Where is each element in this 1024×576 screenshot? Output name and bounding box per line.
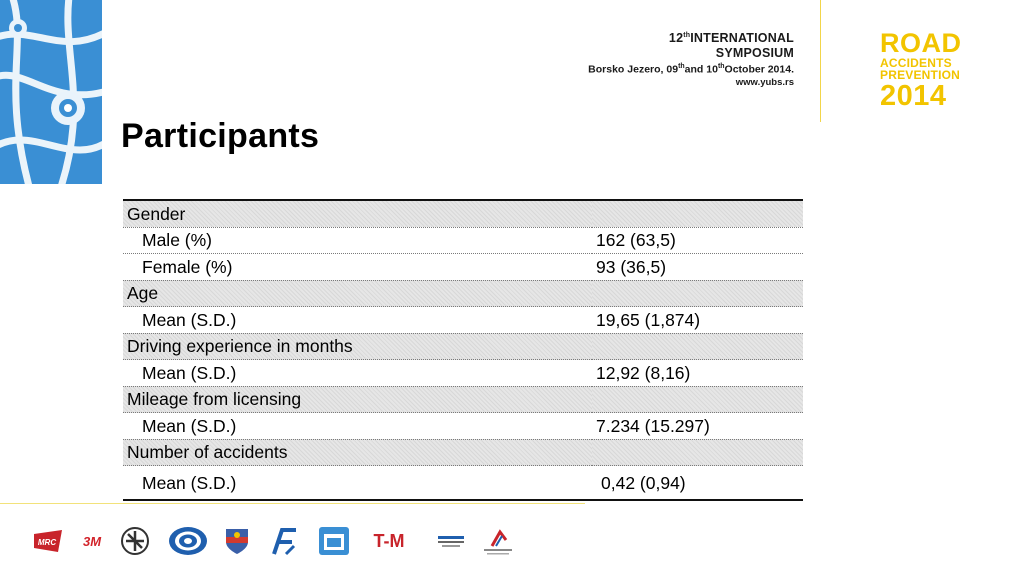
- agency-logo: [478, 526, 518, 556]
- 3m-logo: 3M: [82, 533, 102, 549]
- row-value: 162 (63,5): [592, 227, 803, 254]
- row-label: Mean (S.D.): [123, 307, 592, 334]
- square-badge-logo: [318, 526, 350, 556]
- corner-graphic: [0, 0, 102, 184]
- shield-logo: [222, 526, 252, 556]
- table-row: [123, 227, 803, 254]
- row-label: Gender: [123, 200, 592, 227]
- row-label: Mean (S.D.): [123, 360, 592, 387]
- table-row: [123, 386, 803, 413]
- participants-table: [123, 199, 803, 501]
- table-row: [123, 254, 803, 281]
- table-row: [123, 439, 803, 466]
- row-value: 12,92 (8,16): [592, 360, 803, 387]
- road-accidents-prevention-logo: ROAD ACCIDENTS PREVENTION 2014: [880, 28, 962, 112]
- row-label: Female (%): [123, 254, 592, 281]
- emblem-logo: [118, 526, 152, 556]
- row-label: Driving experience in months: [123, 333, 592, 360]
- small-flag-logo: [436, 530, 466, 552]
- row-value: [592, 386, 803, 413]
- row-value: [592, 439, 803, 466]
- table-row: [123, 360, 803, 387]
- row-value: 0,42 (0,94): [592, 466, 803, 501]
- row-label: Male (%): [123, 227, 592, 254]
- row-value: 19,65 (1,874): [592, 307, 803, 334]
- row-label: Number of accidents: [123, 439, 592, 466]
- row-value: [592, 280, 803, 307]
- symposium-subtitle: SYMPOSIUM: [715, 46, 794, 61]
- tm-logo: T-M: [373, 530, 405, 551]
- row-value: 93 (36,5): [592, 254, 803, 281]
- row-value: 7.234 (15.297): [592, 413, 803, 440]
- table-row: [123, 413, 803, 440]
- footer-divider: [0, 503, 585, 504]
- table-row: [123, 466, 803, 501]
- row-value: [592, 333, 803, 360]
- row-label: Age: [123, 280, 592, 307]
- symposium-title-line: 12thINTERNATIONAL: [668, 31, 794, 46]
- row-label: Mean (S.D.): [123, 413, 592, 440]
- row-label: Mean (S.D.): [123, 466, 592, 501]
- stylized-fe-logo: [268, 526, 298, 556]
- row-value: [592, 200, 803, 227]
- row-label: Mileage from licensing: [123, 386, 592, 413]
- page-title: Participants: [121, 117, 320, 155]
- svg-text:MRC: MRC: [37, 538, 57, 547]
- table-row: [123, 200, 803, 227]
- symposium-date: Borsko Jezero, 09thand 10thOctober 2014.: [588, 63, 794, 76]
- circle-target-logo: [168, 526, 208, 556]
- table-row: [123, 333, 803, 360]
- mrc-logo: [34, 530, 62, 552]
- table-row: [123, 307, 803, 334]
- symposium-header: [548, 28, 794, 89]
- symposium-url[interactable]: www.yubs.rs: [735, 76, 794, 88]
- header-divider: [820, 0, 821, 122]
- table-row: [123, 280, 803, 307]
